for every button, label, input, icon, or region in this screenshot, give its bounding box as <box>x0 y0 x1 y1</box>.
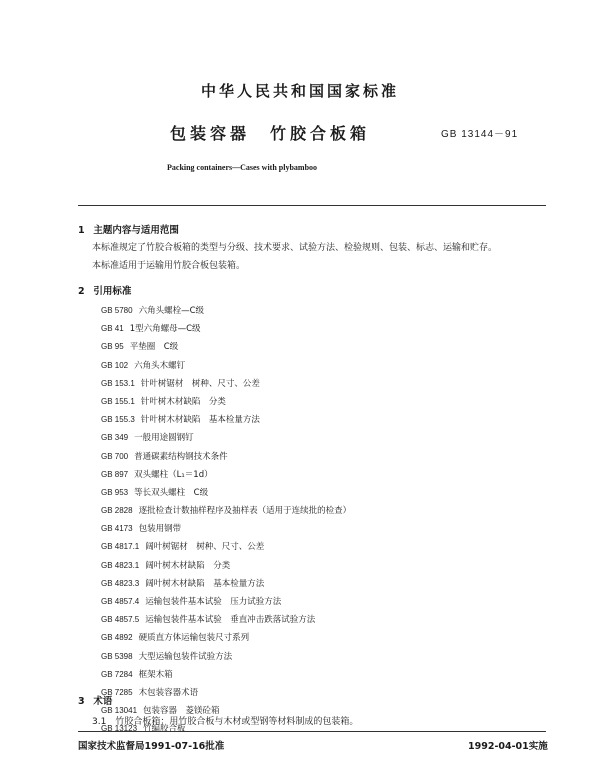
reference-item <box>101 451 351 469</box>
section-title: 术语 <box>93 696 113 707</box>
reference-code: GB 4173 <box>101 524 133 534</box>
reference-code: GB 13041 <box>101 706 138 716</box>
section-1-paragraph-2: 本标准适用于运输用竹胶合板包装箱。 <box>92 261 246 271</box>
reference-item <box>101 505 351 523</box>
reference-title: 阔叶树木材缺陷 分类 <box>145 560 231 571</box>
reference-title: 框架木箱 <box>138 669 173 680</box>
reference-code: GB 102 <box>101 360 129 370</box>
reference-item <box>101 360 351 378</box>
reference-title: 针叶树木材缺陷 基本检量方法 <box>140 415 260 426</box>
standard-header: 中华人民共和国国家标准 <box>200 82 399 100</box>
reference-code: GB 153.1 <box>101 378 135 388</box>
reference-code: GB 155.1 <box>101 396 135 406</box>
reference-item <box>101 469 351 487</box>
section-number: 2 <box>78 286 85 297</box>
reference-item <box>101 632 351 650</box>
reference-title: 运输包装件基本试验 压力试验方法 <box>145 597 282 607</box>
section-3-heading <box>78 693 112 707</box>
standard-number: GB 13144－91 <box>441 129 519 140</box>
reference-item <box>101 432 351 450</box>
section-1-heading <box>78 222 179 236</box>
reference-code: GB 4823.1 <box>101 560 140 570</box>
approval-date: 国家技术监督局1991-07-16批准 <box>78 741 225 752</box>
section-title: 引用标准 <box>93 286 132 297</box>
reference-title: 平垫圈 C级 <box>129 342 179 353</box>
reference-title: 1型六角螺母—C级 <box>129 324 201 335</box>
reference-item <box>101 578 351 596</box>
term-definition: 3.1 竹胶合板箱：用竹胶合板与木材或型钢等材料制成的包装箱。 <box>92 717 359 727</box>
reference-code: GB 41 <box>101 324 124 334</box>
reference-title: 阔叶树锯材 树种、尺寸、公差 <box>145 542 265 553</box>
reference-code: GB 897 <box>101 469 129 479</box>
reference-title: 阔叶树木材缺陷 基本检量方法 <box>145 578 265 589</box>
reference-code: GB 5398 <box>101 651 133 661</box>
reference-title: 逐批检查计数抽样程序及抽样表（适用于连续批的检查） <box>138 506 352 517</box>
reference-item <box>101 396 351 414</box>
reference-item <box>101 596 351 614</box>
reference-item <box>101 614 351 632</box>
reference-code: GB 7284 <box>101 669 133 679</box>
reference-item <box>101 341 351 359</box>
reference-item <box>101 487 351 505</box>
section-number: 1 <box>78 225 85 236</box>
reference-code: GB 4892 <box>101 633 133 643</box>
section-title: 主题内容与适用范围 <box>93 225 179 236</box>
reference-item <box>101 669 351 687</box>
footer-divider <box>78 731 546 732</box>
reference-code: GB 7285 <box>101 687 133 697</box>
reference-title: 包装容器 菱镁砼箱 <box>143 706 220 717</box>
reference-item <box>101 323 351 341</box>
reference-code: GB 155.3 <box>101 415 135 425</box>
reference-item <box>101 541 351 559</box>
reference-code: GB 13123 <box>101 724 138 734</box>
reference-item <box>101 560 351 578</box>
top-divider <box>78 205 546 206</box>
reference-item <box>101 651 351 669</box>
section-1-paragraph-1: 本标准规定了竹胶合板箱的类型与分级、技术要求、试验方法、检验规则、包装、标志、运输和贮存。 <box>92 243 498 253</box>
reference-title: 大型运输包装件试验方法 <box>138 651 233 662</box>
reference-title: 硬质直方体运输包装尺寸系列 <box>138 633 250 644</box>
implementation-date: 1992-04-01实施 <box>468 741 548 752</box>
reference-code: GB 4823.3 <box>101 578 140 588</box>
section-2-heading <box>78 283 131 297</box>
reference-item <box>101 523 351 541</box>
reference-code: GB 4817.1 <box>101 542 140 552</box>
reference-code: GB 95 <box>101 342 124 352</box>
reference-title: 运输包装件基本试验 垂直冲击跌落试验方法 <box>145 615 316 626</box>
reference-item <box>101 687 351 705</box>
reference-title: 一般用途圆钢钉 <box>134 433 194 444</box>
reference-code: GB 5780 <box>101 306 133 315</box>
section-number: 3 <box>78 696 85 707</box>
reference-title: 双头螺柱（L₁＝1d） <box>134 469 213 480</box>
reference-code: GB 4857.5 <box>101 615 140 625</box>
reference-title: 包装用钢带 <box>138 524 182 535</box>
reference-title: 普通碳素结构钢技术条件 <box>134 451 228 462</box>
reference-title: 针叶树锯材 树种、尺寸、公差 <box>140 378 260 389</box>
reference-list <box>101 305 351 742</box>
reference-code: GB 2828 <box>101 506 133 516</box>
reference-title: 六角头木螺钉 <box>134 360 186 371</box>
reference-title: 等长双头螺柱 C级 <box>134 487 209 498</box>
reference-item <box>101 414 351 432</box>
document-title: 包装容器 竹胶合板箱 <box>170 124 371 143</box>
reference-code: GB 953 <box>101 487 129 497</box>
reference-title: 木包装容器术语 <box>138 687 199 698</box>
reference-title: 竹编胶合板 <box>143 724 186 735</box>
reference-code: GB 349 <box>101 433 129 443</box>
reference-title: 六角头螺栓—C级 <box>138 306 205 316</box>
reference-title: 针叶树木材缺陷 分类 <box>140 396 226 407</box>
reference-item <box>101 305 351 323</box>
reference-code: GB 4857.4 <box>101 597 140 606</box>
reference-item <box>101 378 351 396</box>
reference-code: GB 700 <box>101 451 129 461</box>
english-title: Packing containers—Cases with plybamboo <box>167 163 318 172</box>
